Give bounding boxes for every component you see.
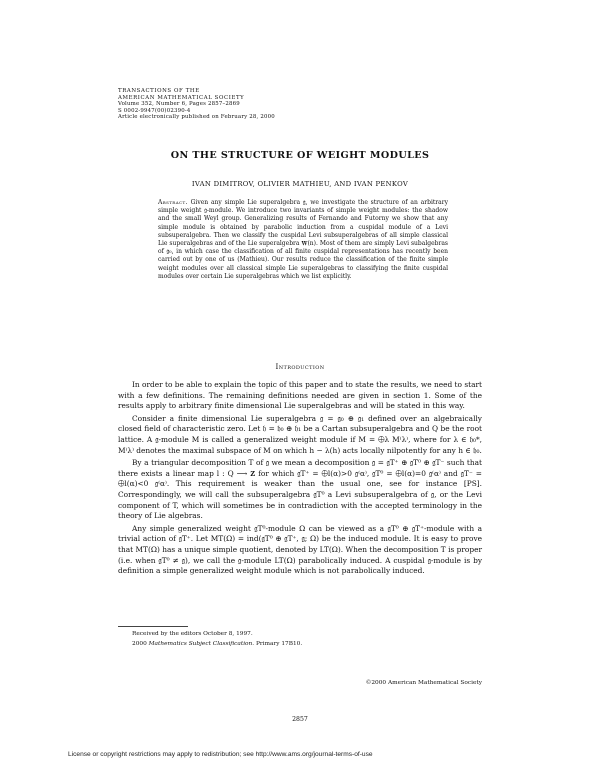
- copyright-notice: ©2000 American Mathematical Society: [365, 680, 482, 686]
- footnote-received: Received by the editors October 8, 1997.: [132, 631, 253, 637]
- paper-title: ON THE STRUCTURE OF WEIGHT MODULES: [170, 150, 430, 161]
- paragraph-4: Any simple generalized weight 𝔤T⁰-module Ω can be viewed as a 𝔤T⁰ ⊕ 𝔤T⁺-module with a trivial action of 𝔤T⁺. Let MT(Ω) = ind(𝔤T⁰ ⊕ 𝔤T⁺, 𝔤; Ω) be the induced module. It is easy to prove that MT(Ω) has a unique simple quotient, denoted by LT(Ω). When the decomposition T is proper (i.e. when 𝔤T⁰ ≠ 𝔤), we call the 𝔤-module LT(Ω) parabolically induced. A cuspidal 𝔤-module is by definition a simple generalized weight module which is not parabolically induced.: [118, 523, 482, 576]
- introduction-body: [118, 380, 482, 577]
- paragraph-3: By a triangular decomposition T of 𝔤 we mean a decomposition 𝔤 = 𝔤T⁺ ⊕ 𝔤T⁰ ⊕ 𝔤T⁻ such that there exists a linear map l : Q ⟶ 𝐙 for which 𝔤T⁺ = ⨁l(α)>0 𝔤⁽α⁾, 𝔤T⁰ = ⨁l(α)=0 𝔤⁽α⁾ and 𝔤T⁻ = ⨁l(α)<0 𝔤⁽α⁾. This requirement is weaker than the usual one, see for instance [PS]. Correspondingly, we will call the subsuperalgebra 𝔤T⁰ a Levi subsuperalgebra of 𝔤, or the Levi component of T, which will sometimes be in contradiction with the accepted terminology in the theory of Lie algebras.: [118, 458, 482, 521]
- paragraph-1: In order to be able to explain the topic of this paper and to state the results, we need to start with a few definitions. The remaining definitions needed are given in section 1. Some of the results apply to arbitrary finite dimensional Lie superalgebras and will be stated in this way.: [118, 380, 482, 411]
- footnote-divider: [118, 626, 188, 627]
- paper-authors: IVAN DIMITROV, OLIVIER MATHIEU, AND IVAN PENKOV: [191, 180, 409, 188]
- section-title-introduction: Introduction: [275, 362, 325, 371]
- abstract: [158, 199, 448, 281]
- msc-year: 2000: [132, 640, 147, 647]
- page-number: 2857: [292, 716, 308, 723]
- journal-name-line2: AMERICAN MATHEMATICAL SOCIETY: [118, 94, 245, 101]
- abstract-label: Abstract.: [158, 199, 188, 206]
- journal-issn: S 0002-9947(00)02390-4: [118, 107, 191, 114]
- journal-volume: Volume 352, Number 6, Pages 2857–2869: [118, 101, 240, 108]
- abstract-text: Given any simple Lie superalgebra 𝔤, we investigate the structure of an arbitrary simple weight 𝔤-module. We introduce two invariants of simple weight modules: the shadow and the small Weyl group. Generalizing results of Fernando and Futorny we show that any simple module is obtained by parabolic induction from a cuspidal module of a Levi subsuperalgebra. Then we classify the cuspidal Levi subsuperalgebras of all simple classical Lie superalgebras and of the Lie superalgebra 𝐖(n). Most of them are simply Levi subalgebras of 𝔤₀, in which case the classification of all finite cuspidal representations has recently been carried out by one of us (Mathieu). Our results reduce the classification of the finite simple weight modules over all classical simple Lie superalgebras to classifying the finite cuspidal modules over certain Lie superalgebras which we list explicitly.: [158, 199, 448, 280]
- msc-label: Mathematics Subject Classification.: [148, 640, 255, 647]
- journal-published-date: Article electronically published on February 28, 2000: [118, 114, 275, 121]
- footnote-msc: [118, 640, 302, 650]
- msc-value: Primary 17B10.: [255, 640, 303, 647]
- journal-header: [118, 88, 275, 121]
- paragraph-2: Consider a finite dimensional Lie superalgebra 𝔤 = 𝔤₀ ⊕ 𝔤₁ defined over an algebraically closed field of characteristic zero. Let 𝔥 = 𝔥₀ ⊕ 𝔥₁ be a Cartan subsuperalgebra and Q be the root lattice. A 𝔤-module M is called a generalized weight module if M = ⨁λ M⁽λ⁾, where for λ ∈ 𝔥₀*, M⁽λ⁾ denotes the maximal subspace of M on which h − λ(h) acts locally nilpotently for any h ∈ 𝔥₀.: [118, 413, 482, 455]
- journal-name-line1: TRANSACTIONS OF THE: [118, 88, 200, 94]
- footnotes: [118, 630, 302, 649]
- license-notice: License or copyright restrictions may apply to redistribution; see http://www.ams.org/journal-terms-of-use: [68, 751, 373, 758]
